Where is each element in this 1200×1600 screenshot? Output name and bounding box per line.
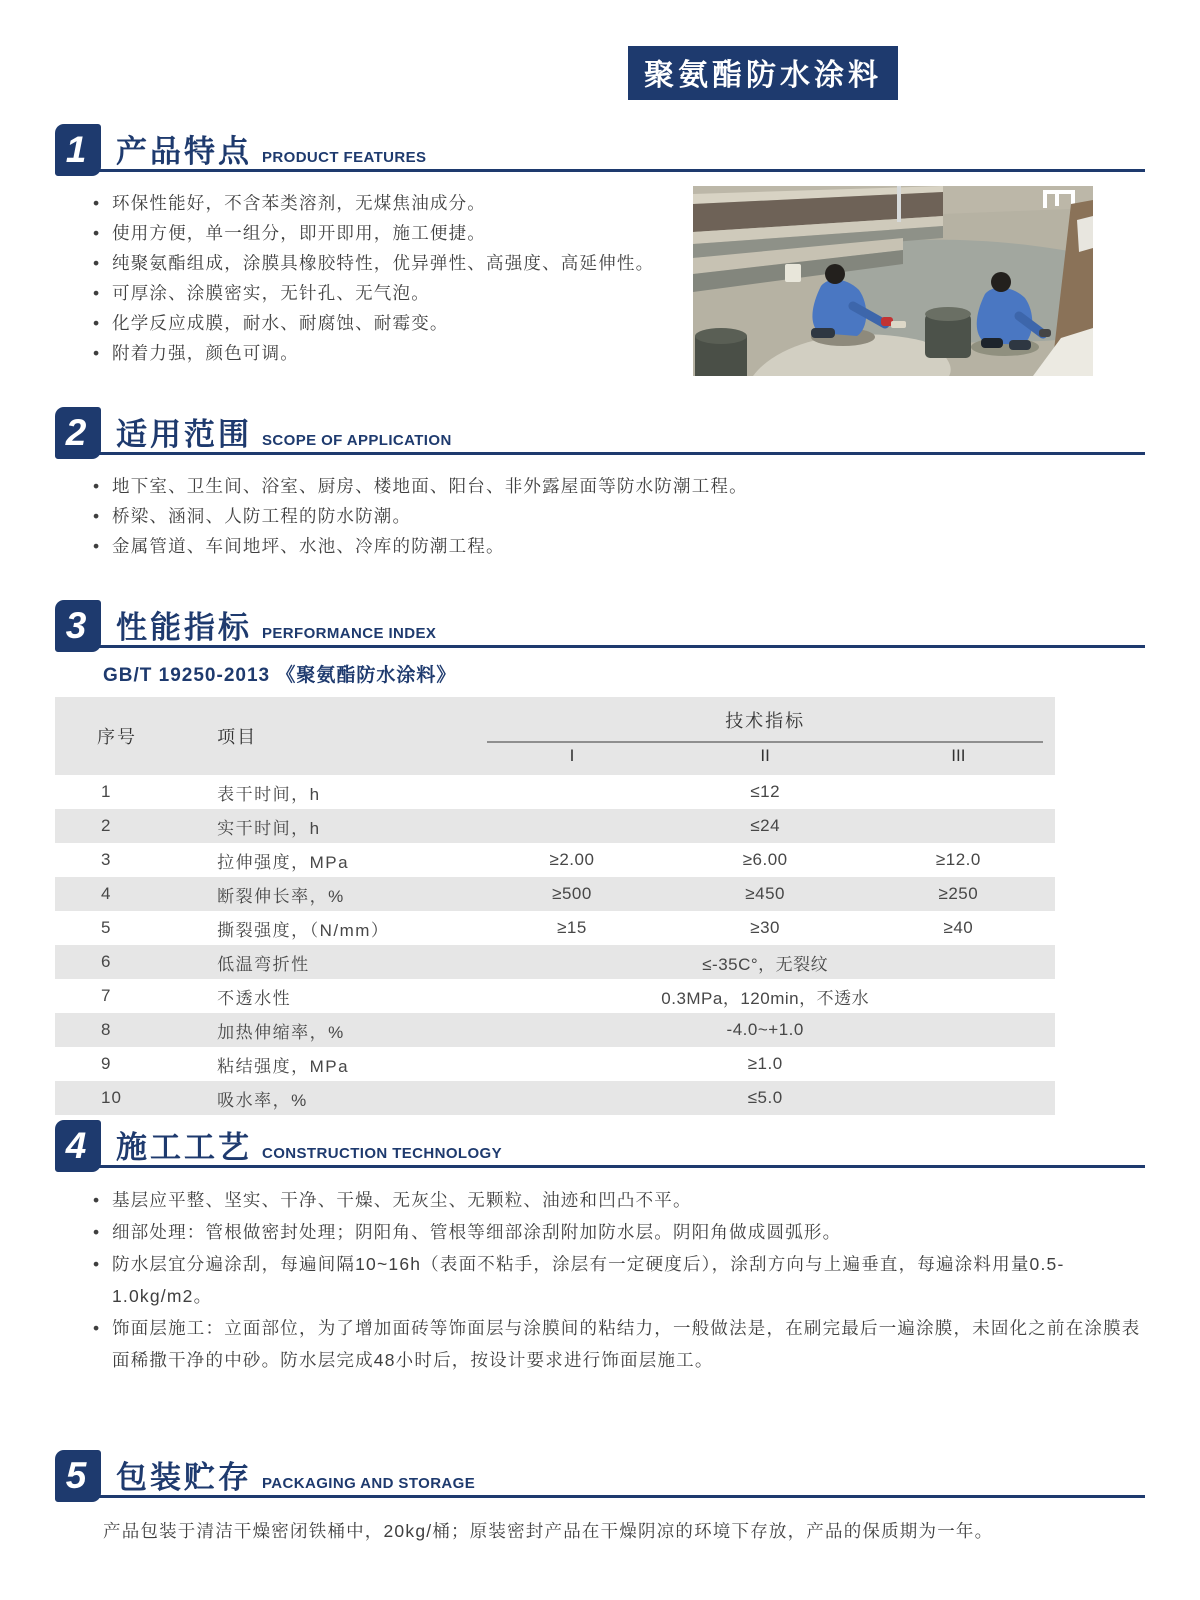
bullet-item: • 地下室、卫生间、浴室、厨房、楼地面、阳台、非外露屋面等防水防潮工程。	[93, 471, 1145, 501]
row-value: ≥500	[552, 884, 592, 903]
row-value: ≥40	[943, 918, 974, 937]
section-header	[55, 596, 1145, 648]
table-row	[55, 809, 1055, 843]
bullet-item: • 环保性能好，不含苯类溶剂，无煤焦油成分。	[93, 188, 693, 218]
table-body	[55, 775, 1055, 1115]
bullet-item: • 饰面层施工：立面部位，为了增加面砖等饰面层与涂膜间的粘结力，一般做法是，在刷完最后一遍涂膜，未固化之前在涂膜表面稀撒干净的中砂。防水层完成48小时后，按设计要求进行饰面层施工。	[93, 1312, 1145, 1376]
section-header	[55, 120, 1145, 172]
table-row	[55, 979, 1055, 1013]
table-row	[55, 945, 1055, 979]
row-value: ≥6.00	[742, 850, 788, 869]
bullet-item: • 桥梁、涵洞、人防工程的防水防潮。	[93, 501, 1145, 531]
bullet-item: • 基层应平整、坚实、干净、干燥、无灰尘、无颗粒、油迹和凹凸不平。	[93, 1184, 1145, 1216]
header-item: 项目	[175, 697, 475, 775]
section-title-en: PRODUCT FEATURES	[262, 149, 427, 166]
section-title-cn: 适用范围	[116, 417, 252, 453]
section-header	[55, 1446, 1145, 1498]
row-index: 2	[101, 816, 112, 835]
construction-list	[93, 1184, 1145, 1376]
bullet-item: • 附着力强，颜色可调。	[93, 338, 693, 368]
table-row	[55, 911, 1055, 945]
table-row	[55, 775, 1055, 809]
header-index: 序号	[55, 697, 175, 775]
row-index: 7	[101, 986, 112, 1005]
section-product-features	[55, 120, 1145, 376]
bullet-item: • 使用方便，单一组分，即开即用，施工便捷。	[93, 218, 693, 248]
scope-list	[93, 471, 1145, 561]
feature-list	[93, 188, 693, 368]
row-item: 撕裂强度，（N/mm）	[217, 920, 390, 940]
section-number-badge: 4	[55, 1120, 101, 1172]
section-title-cn: 包装贮存	[116, 1460, 252, 1496]
storage-text: 产品包装于清洁干燥密闭铁桶中，20kg/桶；原装密封产品在干燥阴凉的环境下存放，产品的保质期为一年。	[103, 1521, 994, 1541]
table-header	[55, 697, 1055, 775]
section-title-en: SCOPE OF APPLICATION	[262, 432, 452, 449]
section-title-cn: 施工工艺	[116, 1130, 252, 1166]
row-value: ≤12	[750, 782, 781, 801]
header-tech-index	[475, 697, 1055, 743]
bullet-item: • 化学反应成膜，耐水、耐腐蚀、耐霉变。	[93, 308, 693, 338]
header-col-2: II	[669, 743, 862, 775]
title-banner: 聚氨酯防水涂料	[628, 46, 898, 100]
section-header	[55, 1116, 1145, 1168]
row-value: ≤-35C°，无裂纹	[702, 954, 829, 974]
row-index: 6	[101, 952, 112, 971]
section-title-en: CONSTRUCTION TECHNOLOGY	[262, 1145, 503, 1162]
bullet-item: • 纯聚氨酯组成，涂膜具橡胶特性，优异弹性、高强度、高延伸性。	[93, 248, 693, 278]
roof-coating-photo	[693, 186, 1093, 376]
row-item: 断裂伸长率，%	[217, 886, 345, 906]
row-item: 粘结强度，MPa	[217, 1056, 350, 1076]
row-index: 4	[101, 884, 112, 903]
table-row	[55, 1081, 1055, 1115]
photo-barrel	[695, 328, 747, 376]
table-row	[55, 843, 1055, 877]
performance-table	[55, 697, 1055, 1115]
row-item: 吸水率，%	[217, 1090, 308, 1110]
photo-white-corner	[1077, 216, 1093, 252]
header-col-3: III	[862, 743, 1055, 775]
bullet-item: • 金属管道、车间地坪、水池、冷库的防潮工程。	[93, 531, 1145, 561]
photo-pole	[897, 186, 901, 222]
section-header	[55, 403, 1145, 455]
row-item: 实干时间，h	[217, 818, 321, 838]
row-value: ≥1.0	[747, 1054, 783, 1073]
product-photo	[693, 186, 1093, 376]
table-row	[55, 1047, 1055, 1081]
row-item: 表干时间，h	[217, 784, 321, 804]
table-row	[55, 877, 1055, 911]
bullet-item: • 可厚涂、涂膜密实，无针孔、无气泡。	[93, 278, 693, 308]
section-title-cn: 产品特点	[116, 134, 252, 170]
row-index: 10	[101, 1088, 122, 1107]
row-index: 1	[101, 782, 112, 801]
row-index: 9	[101, 1054, 112, 1073]
row-value: ≤5.0	[747, 1088, 783, 1107]
row-index: 8	[101, 1020, 112, 1039]
row-item: 加热伸缩率，%	[217, 1022, 345, 1042]
section-title-en: PERFORMANCE INDEX	[262, 625, 437, 642]
row-value: ≥2.00	[549, 850, 595, 869]
section-body	[55, 172, 1145, 376]
section-number-badge: 1	[55, 124, 101, 176]
section-scope-of-application	[55, 403, 1145, 561]
section-number-badge: 3	[55, 600, 101, 652]
row-item: 不透水性	[217, 988, 292, 1008]
row-value: ≥450	[745, 884, 785, 903]
row-item: 低温弯折性	[217, 954, 310, 974]
section-title-cn: 性能指标	[116, 610, 252, 646]
section-performance-index	[55, 596, 1145, 1115]
row-index: 5	[101, 918, 112, 937]
row-value: 0.3MPa，120min，不透水	[661, 988, 870, 1008]
table-row	[55, 1013, 1055, 1047]
row-value: ≥30	[750, 918, 781, 937]
section-number-badge: 5	[55, 1450, 101, 1502]
section-title-en: PACKAGING AND STORAGE	[262, 1475, 476, 1492]
header-col-1: I	[475, 743, 668, 775]
row-index: 3	[101, 850, 112, 869]
header-tech-label: 技术指标	[487, 707, 1043, 743]
row-value: -4.0~+1.0	[726, 1020, 804, 1039]
standard-reference: GB/T 19250-2013 《聚氨酯防水涂料》	[103, 665, 457, 686]
row-value: ≥250	[938, 884, 979, 903]
section-number-badge: 2	[55, 407, 101, 459]
photo-barrel	[925, 307, 971, 358]
photo-paint-bucket	[785, 264, 801, 282]
section-construction-technology	[55, 1116, 1145, 1376]
row-value: ≥12.0	[935, 850, 981, 869]
bullet-item: • 细部处理：管根做密封处理；阴阳角、管根等细部涂刮附加防水层。阴阳角做成圆弧形。	[93, 1216, 1145, 1248]
bullet-item: • 防水层宜分遍涂刮，每遍间隔10~16h（表面不粘手，涂层有一定硬度后），涂刮方向与上遍垂直，每遍涂料用量0.5-1.0kg/m2。	[93, 1248, 1145, 1312]
row-value: ≥15	[557, 918, 587, 937]
section-packaging-storage	[55, 1446, 1145, 1546]
row-item: 拉伸强度，MPa	[217, 852, 350, 872]
row-value: ≤24	[750, 816, 781, 835]
